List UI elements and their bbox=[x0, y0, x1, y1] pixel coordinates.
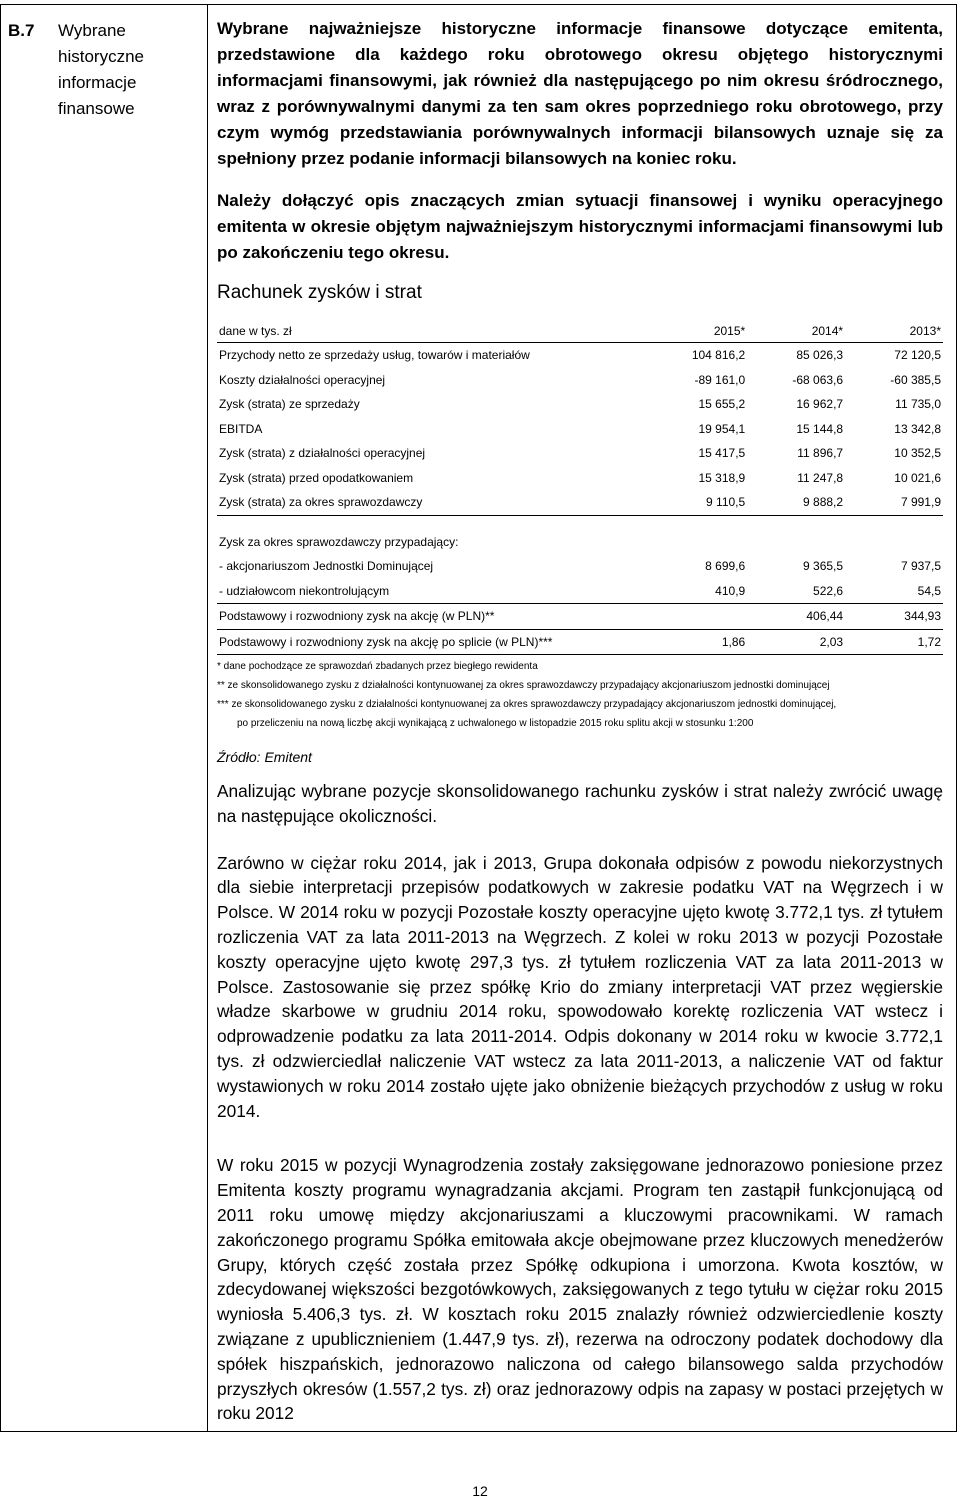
table-row bbox=[217, 554, 943, 579]
cell-value: 2,03 bbox=[747, 629, 845, 655]
table-row bbox=[217, 441, 943, 466]
table-row bbox=[217, 629, 943, 655]
cell-value: 522,6 bbox=[747, 579, 845, 604]
table-row bbox=[217, 604, 943, 630]
cell-value: 410,9 bbox=[649, 579, 747, 604]
footnote: po przeliczeniu na nową liczbę akcji wynikającą z uchwalonego w listopadzie 2015 roku splitu akcji w stosunku 1:200 bbox=[237, 718, 754, 729]
row-label: Przychody netto ze sprzedaży usług, towarów i materiałów bbox=[219, 348, 530, 363]
cell-value: 54,5 bbox=[845, 579, 943, 604]
cell-value: 16 962,7 bbox=[796, 397, 844, 412]
row-label: Zysk (strata) z działalności operacyjnej bbox=[219, 446, 426, 461]
row-label: Zysk (strata) za okres sprawozdawczy bbox=[217, 490, 649, 515]
section-content bbox=[217, 16, 943, 1426]
cell-value bbox=[649, 604, 747, 630]
table-heading: Rachunek zysków i strat bbox=[217, 282, 422, 303]
table-footnotes bbox=[217, 657, 943, 733]
column-header: 2014* bbox=[747, 320, 845, 343]
footnote: *** ze skonsolidowanego zysku z działalności kontynuowanej za okres sprawozdawczy przypadający akcjonariuszom jednostki dominującej, bbox=[217, 699, 837, 710]
intro-paragraph-2: Należy dołączyć opis znaczących zmian sytuacji finansowej i wyniku operacyjnego emitenta w okresie objętym najważniejszym historycznymi informacjami finansowymi lub po zakończeniu tego okresu. bbox=[217, 191, 943, 262]
column-header: 2013* bbox=[845, 320, 943, 343]
footnote: * dane pochodzące ze sprawozdań zbadanych przez biegłego rewidenta bbox=[217, 661, 538, 672]
cell-value: 19 954,1 bbox=[698, 421, 746, 436]
analysis-paragraph-1: Zarówno w ciężar roku 2014, jak i 2013, Grupa dokonała odpisów z powodu niekorzystnych dla siebie interpretacji przepisów podatkowych w zakresie podatku VAT na Węgrzech i w Polsce. W 2014 roku w pozycji Pozostałe koszty operacyjne ujęto kwotę 3.772,1 tys. zł tytułem rozliczenia VAT za lata 2011-2013 na Węgrzech. Z kolei w roku 2013 w pozycji Pozostałe koszty operacyjne ujęto kwotę 297,3 tys. zł tytułem rozliczenia VAT za lata 2011-2013 w Polsce. Zastosowanie się przez spółkę Krio do zmiany interpretacji VAT przez węgierskie władze skarbowe w grudniu 2014 roku, spowodowało korektę rozliczenia VAT wstecz i odprowadzenie podatku za lata 2011-2014. Odpis dokonany w 2014 roku w kwocie 3.772,1 tys. zł odzwierciedlał naliczenie VAT wstecz za lata 2011-2013, a naliczenie VAT od faktur wystawionych w roku 2014 zostało ujęte jako obniżenie bieżących przychodów z usług w roku 2014. bbox=[217, 852, 943, 1121]
cell-value: 11 735,0 bbox=[895, 397, 941, 412]
cell-value: 10 021,6 bbox=[894, 470, 941, 485]
cell-value: -60 385,5 bbox=[890, 372, 941, 387]
intro-paragraph-1: Wybrane najważniejsze historyczne informacje finansowe dotyczące emitenta, przedstawione dla każdego roku obrotowego okresu objętego historycznymi informacjami finansowymi, jak również dla następującego po nim okresu śródrocznego, wraz z porównywalnymi danymi za ten sam okres poprzedniego roku obrotowego, przy czym wymóg przedstawiania porównywalnych informacji bilansowych uznaje się za spełniony przez podanie informacji bilansowych na koniec roku. bbox=[217, 19, 943, 168]
table-row bbox=[217, 490, 943, 515]
cell-value: 104 816,2 bbox=[691, 348, 746, 363]
cell-value: 7 937,5 bbox=[900, 559, 941, 574]
row-label: Zysk (strata) przed opodatkowaniem bbox=[219, 470, 414, 485]
table-row bbox=[217, 417, 943, 442]
cell-value: 15 417,5 bbox=[698, 446, 746, 461]
cell-value: 72 120,5 bbox=[894, 348, 941, 363]
cell-value: 11 896,7 bbox=[797, 446, 844, 461]
table-header-row bbox=[217, 320, 943, 343]
analysis-intro: Analizując wybrane pozycje skonsolidowanego rachunku zysków i strat należy zwrócić uwagę na następujące okoliczności. bbox=[217, 781, 943, 826]
row-label: Zysk (strata) ze sprzedaży bbox=[219, 397, 360, 412]
cell-value: 85 026,3 bbox=[796, 348, 844, 363]
table-row bbox=[217, 368, 943, 393]
cell-value: 11 247,8 bbox=[797, 470, 844, 485]
footnote: ** ze skonsolidowanego zysku z działalności kontynuowanej za okres sprawozdawczy przypadający akcjonariuszom jednostki dominującej bbox=[217, 680, 830, 691]
cell-value: 7 991,9 bbox=[845, 490, 943, 515]
cell-value: 15 318,9 bbox=[698, 470, 746, 485]
row-label: - akcjonariuszom Jednostki Dominującej bbox=[219, 559, 434, 574]
table-row bbox=[217, 392, 943, 417]
row-label: Podstawowy i rozwodniony zysk na akcję (w PLN)** bbox=[217, 604, 649, 630]
page-number: 12 bbox=[472, 1483, 488, 1499]
row-label: - udziałowcom niekontrolującym bbox=[217, 579, 649, 604]
table-row bbox=[217, 466, 943, 491]
cell-value: 13 342,8 bbox=[894, 421, 941, 436]
cell-value: 8 699,6 bbox=[705, 559, 746, 574]
column-divider bbox=[207, 4, 208, 1432]
cell-value: 9 110,5 bbox=[649, 490, 747, 515]
section-number: B.7 bbox=[8, 21, 35, 40]
income-statement-table bbox=[217, 320, 943, 655]
table-row bbox=[217, 343, 943, 368]
cell-value: 10 352,5 bbox=[894, 446, 941, 461]
cell-value: 1,72 bbox=[845, 629, 943, 655]
table-subheading-row bbox=[217, 530, 943, 555]
row-label: EBITDA bbox=[219, 421, 263, 436]
attributable-label: Zysk za okres sprawozdawczy przypadający: bbox=[219, 534, 459, 549]
cell-value: 1,86 bbox=[649, 629, 747, 655]
unit-label: dane w tys. zł bbox=[217, 320, 649, 343]
cell-value: 15 655,2 bbox=[698, 397, 746, 412]
section-title: Wybrane historyczne informacje finansowe bbox=[58, 21, 144, 118]
row-label: Koszty działalności operacyjnej bbox=[219, 372, 386, 387]
cell-value: 9 888,2 bbox=[747, 490, 845, 515]
cell-value: -89 161,0 bbox=[694, 372, 746, 387]
spacer-row bbox=[217, 515, 943, 530]
analysis-paragraph-2: W roku 2015 w pozycji Wynagrodzenia zostały zaksięgowane jednorazowo poniesione przez Emitenta koszty programu wynagradzania akcjami. Program ten zastąpił funkcjonującą od 2011 roku umowę między akcjonariuszami a kluczowymi pracownikami. W ramach zakończonego programu Spółka emitowała akcje obejmowane przez kluczowych menedżerów Grupy, których część została przez Spółkę odkupiona i umorzona. Kwota kosztów, w zdecydowanej większości bezgotówkowych, zaksięgowanych z tego tytułu w ciężar roku 2015 wyniosła 5.406,3 tys. zł. W kosztach roku 2015 znalazły również odzwierciedlenie koszty związane z upublicznieniem (1.447,9 tys. zł), rezerwa na odroczony podatek dochodowy dla spółek hiszpańskich, jednorazowo naliczona od całego bilansowego salda przychodów przyszłych okresów (1.557,2 tys. zł) oraz jednorazowy odpis na zapasy w postaci przejętych w roku 2012 bbox=[217, 1155, 943, 1424]
cell-value: 9 365,5 bbox=[803, 559, 844, 574]
cell-value: 15 144,8 bbox=[796, 421, 844, 436]
column-header: 2015* bbox=[649, 320, 747, 343]
cell-value: 344,93 bbox=[845, 604, 943, 630]
cell-value: 406,44 bbox=[747, 604, 845, 630]
cell-value: -68 063,6 bbox=[792, 372, 844, 387]
source-note: Źródło: Emitent bbox=[217, 749, 312, 765]
row-label: Podstawowy i rozwodniony zysk na akcję po splicie (w PLN)*** bbox=[217, 629, 649, 655]
table-row bbox=[217, 579, 943, 604]
